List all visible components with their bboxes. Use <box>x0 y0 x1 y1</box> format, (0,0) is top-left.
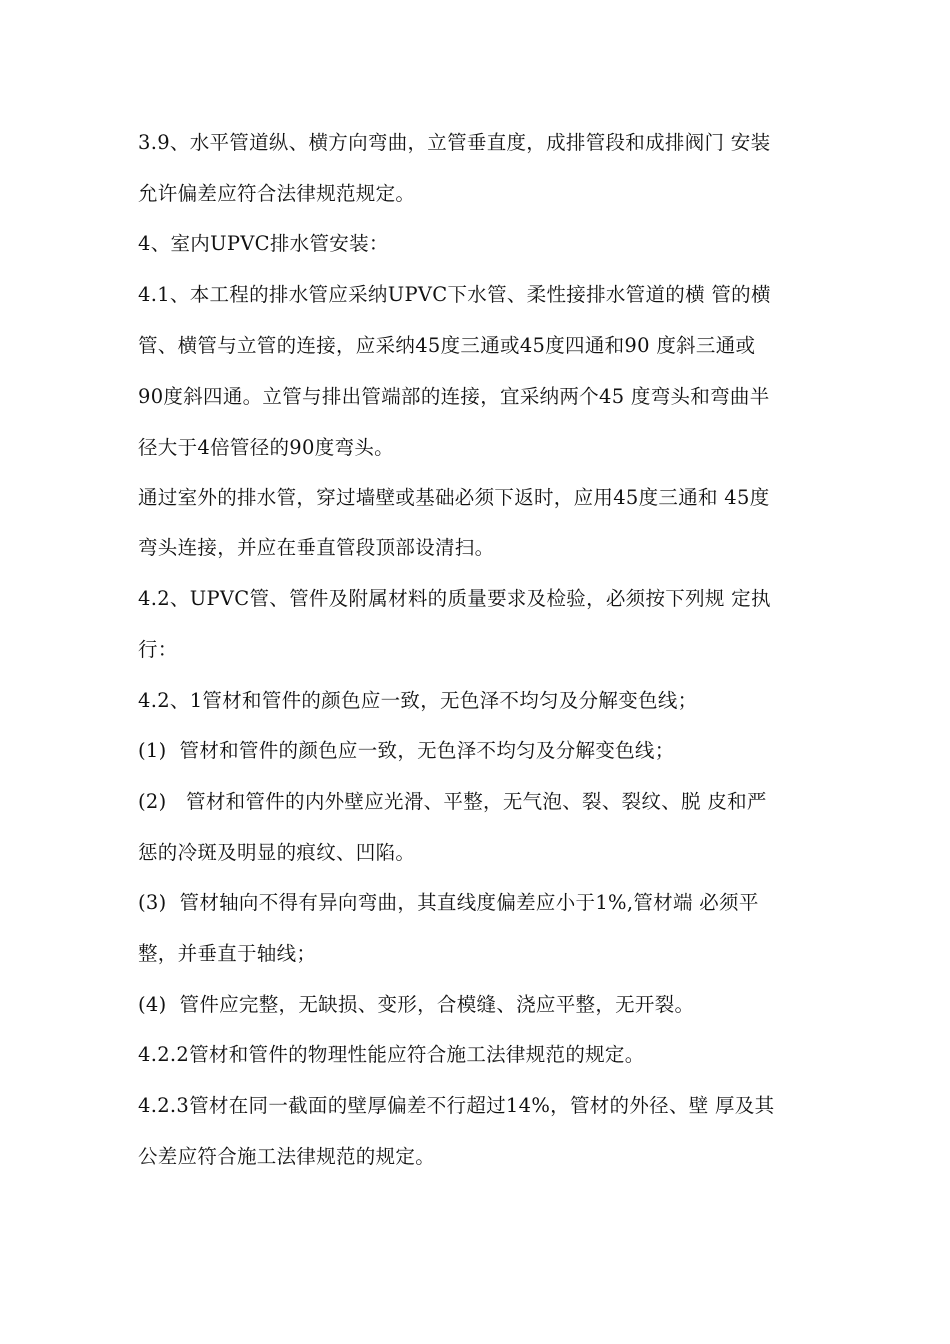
text-line: 惩的冷斑及明显的痕纹、凹陷。 <box>138 841 416 864</box>
list-item: (1) 管材和管件的颜色应一致，无色泽不均匀及分解变色线； <box>138 739 675 762</box>
text-line: 4.2.3管材在同一截面的壁厚偏差不行超过14%，管材的外径、壁 厚及其 <box>138 1094 775 1117</box>
text-line: 3.9、水平管道纵、横方向弯曲，立管垂直度，成排管段和成排阀门 安装 <box>138 131 771 154</box>
text-line: 整，并垂直于轴线； <box>138 942 317 965</box>
text-line: 行： <box>138 638 178 661</box>
text-line: 弯头连接，并应在垂直管段顶部设清扫。 <box>138 536 495 559</box>
text-line: 4.2、1管材和管件的颜色应一致，无色泽不均匀及分解变色线； <box>138 689 698 712</box>
section-heading: 4、室内UPVC排水管安装： <box>138 232 389 255</box>
text-line: 90度斜四通。立管与排出管端部的连接，宜采纳两个45 度弯头和弯曲半 <box>138 385 770 408</box>
text-line: 通过室外的排水管，穿过墙壁或基础必须下返时，应用45度三通和 45度 <box>138 486 770 509</box>
text-line: 允许偏差应符合法律规范规定。 <box>138 182 416 205</box>
text-line: 4.1、本工程的排水管应采纳UPVC下水管、柔性接排水管道的横 管的横 <box>138 283 771 306</box>
text-line: 4.2.2管材和管件的物理性能应符合施工法律规范的规定。 <box>138 1043 645 1066</box>
list-item: (4) 管件应完整，无缺损、变形，合模缝、浇应平整，无开裂。 <box>138 993 695 1016</box>
text-line: 径大于4倍管径的90度弯头。 <box>138 436 394 459</box>
list-item: (2) 管材和管件的内外壁应光滑、平整，无气泡、裂、裂纹、脱 皮和严 <box>138 790 767 813</box>
text-line: 4.2、UPVC管、管件及附属材料的质量要求及检验，必须按下列规 定执 <box>138 587 771 610</box>
text-line: 公差应符合施工法律规范的规定。 <box>138 1145 436 1168</box>
list-item: (3) 管材轴向不得有异向弯曲，其直线度偏差应小于1%,管材端 必须平 <box>138 891 759 914</box>
text-line: 管、横管与立管的连接，应采纳45度三通或45度四通和90 度斜三通或 <box>138 334 756 357</box>
